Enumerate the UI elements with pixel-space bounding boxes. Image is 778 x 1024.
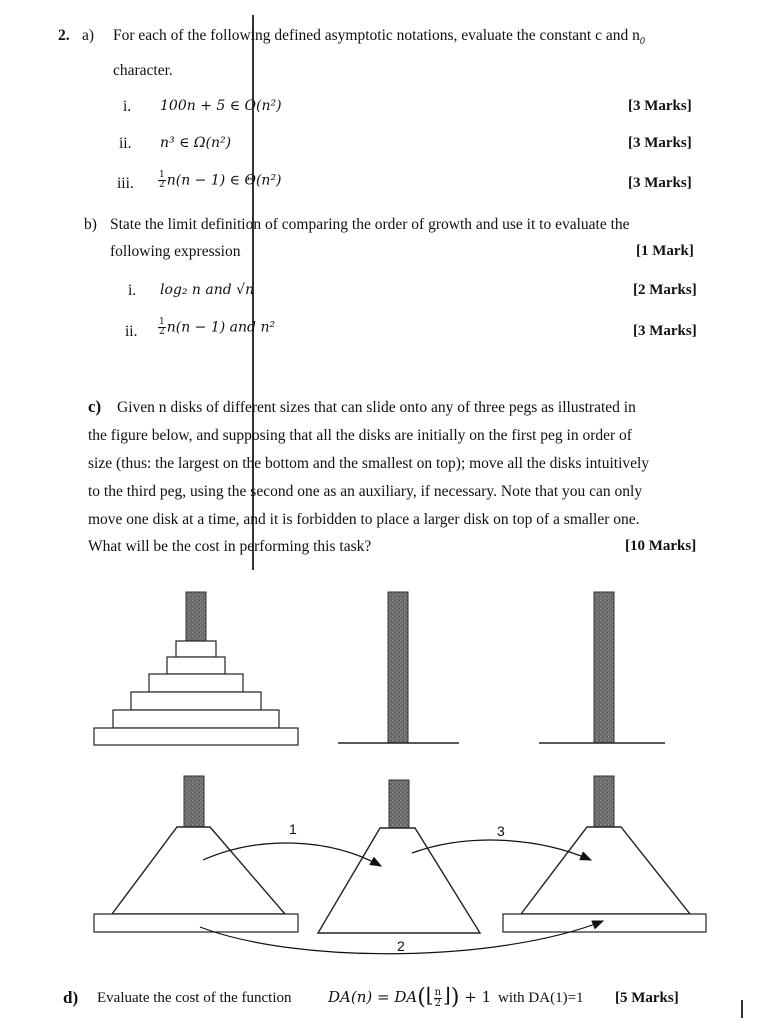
disk-5 <box>113 710 279 728</box>
part-d-expr <box>328 983 491 1010</box>
a-item-1-expr: 100n + 5 ∈ O(n²) <box>160 98 282 114</box>
part-b-stem-marks: [1 Mark] <box>636 243 694 259</box>
a-item-2-expr: n³ ∈ Ω(n²) <box>160 135 232 151</box>
move-label-2: 2 <box>397 938 405 954</box>
part-a-stem-subscript: 0 <box>639 36 645 48</box>
peg-3 <box>594 592 614 743</box>
lower-base-disk-1 <box>94 914 298 932</box>
part-c-marks: [10 Marks] <box>625 538 697 554</box>
lower-base-disk-3 <box>503 914 706 932</box>
lower-peg-3 <box>594 776 614 827</box>
a-item-2-marks: [3 Marks] <box>628 135 692 151</box>
move-label-3: 3 <box>497 823 505 839</box>
part-c-line-1: Given n disks of different sizes that can slide onto any of three pegs as illustrated in <box>117 399 636 416</box>
move-arrow-2 <box>200 921 603 954</box>
disk-3 <box>149 674 243 692</box>
part-c-line-4: to the third peg, using the second one as an auxiliary, if necessary. Note that you can only <box>88 483 643 500</box>
part-a-stem-line2: character. <box>113 62 173 79</box>
part-a-stem-text: For each of the following defined asymptotic notations, evaluate the constant c and n <box>113 27 640 44</box>
b-item-1-marks: [2 Marks] <box>633 282 697 298</box>
part-c-line-2: the figure below, and supposing that all the disks are initially on the first peg in order of <box>88 427 632 444</box>
a-item-2-num: ii. <box>119 135 132 152</box>
a-item-3-marks: [3 Marks] <box>628 175 692 191</box>
b-item-1-expr: log₂ n and √n <box>160 282 255 298</box>
part-d-condition: with DA(1)=1 <box>498 990 584 1006</box>
scan-artifact-line <box>741 1000 743 1018</box>
lower-peg-1 <box>184 776 204 827</box>
part-d-expr-rhs: + 1 <box>464 988 492 1006</box>
part-b-stem: State the limit definition of comparing the order of growth and use it to evaluate the <box>110 216 630 233</box>
part-a-stem <box>113 27 645 47</box>
part-c-line-3: size (thus: the largest on the bottom and the smallest on top); move all the disks intuitively <box>88 455 650 472</box>
a-item-1-num: i. <box>123 98 132 115</box>
move-label-1: 1 <box>289 821 297 837</box>
b-item-1-num: i. <box>128 282 137 299</box>
part-d-floor-right: ⌋ <box>443 983 451 1007</box>
part-d-expr-lhs: DA(n) = DA <box>328 988 418 1006</box>
a-item-3-num: iii. <box>117 175 134 192</box>
part-a-label: a) <box>82 27 95 44</box>
a-item-3-fraction: $\frac{1}{2}$ <box>159 170 165 190</box>
lower-stack-2 <box>318 828 480 933</box>
question-number: 2. <box>58 27 70 44</box>
part-b-stem-line2: following expression <box>110 243 241 260</box>
b-item-2-expr: $\frac{1}{2}$ n(n − 1) and n² <box>159 317 276 337</box>
peg-1 <box>186 592 206 642</box>
a-item-1-marks: [3 Marks] <box>628 98 692 114</box>
part-c-line-5: move one disk at a time, and it is forbidden to place a larger disk on top of a smaller one. <box>88 511 640 528</box>
part-c-line-6: What will be the cost in performing this task? <box>88 538 372 555</box>
part-d-paren-open: ( <box>417 985 426 1010</box>
part-d-marks: [5 Marks] <box>615 990 679 1006</box>
peg-2 <box>388 592 408 743</box>
move-arrow-3 <box>412 840 591 860</box>
a-item-3-expr: $\frac{1}{2}$ n(n − 1) ∈ Θ(n²) <box>159 170 282 190</box>
part-d-paren-close: ) <box>450 985 460 1010</box>
lower-peg-2 <box>389 780 409 828</box>
disk-4 <box>131 692 261 710</box>
disk-1 <box>176 641 216 657</box>
b-item-2-fraction: $\frac{1}{2}$ <box>159 317 165 337</box>
part-c-label: c) <box>88 397 102 416</box>
part-d-floor-left: ⌊ <box>425 983 434 1007</box>
disk-2 <box>167 657 225 674</box>
b-item-2-num: ii. <box>125 323 138 340</box>
lower-stack-3 <box>521 827 690 914</box>
disk-6 <box>94 728 298 745</box>
part-b-label: b) <box>84 216 97 233</box>
lower-stack-1 <box>112 827 285 914</box>
b-item-2-marks: [3 Marks] <box>633 323 697 339</box>
part-d-label: d) <box>63 988 79 1007</box>
part-d-text: Evaluate the cost of the function <box>97 990 292 1006</box>
move-arrow-1 <box>203 843 381 866</box>
part-d-fraction: $\frac{n}{2}$ <box>434 986 442 1009</box>
